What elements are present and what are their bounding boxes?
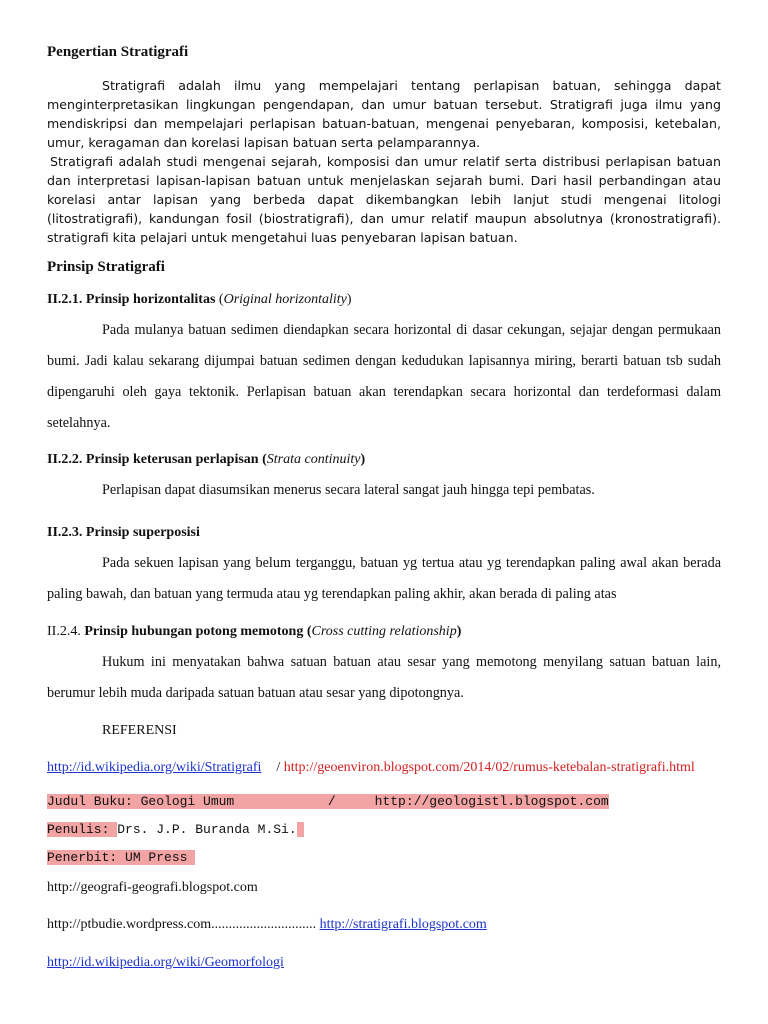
heading-prinsip: Prinsip Stratigrafi — [47, 259, 165, 275]
section-title-paren-close: ) — [360, 452, 366, 467]
paragraph-definition-2: Stratigrafi adalah studi mengenai sejarah, komposisi dan umur relatif serta distribusi perlapisan batuan dan interpretasi lapisan-lapisan batuan untuk menjelaskan sejarah bumi. Dari hasil perbandingan atau korelasi antar lapisan yang berbeda dapat dikembangkan lebih lanjut studi mengenai litologi (litostratigrafi), kandungan fosil (biostratigrafi), dan umur relatif maupun absolutnya (kronostratigrafi). stratigrafi kita pelajari untuk mengetahui luas penyebaran lapisan batuan. — [47, 154, 721, 245]
section-number: II.2.4. — [47, 624, 85, 639]
reference-line-geomorfologi — [47, 954, 284, 972]
section-title-paren-close: ) — [346, 292, 352, 307]
section-body-superposisi: Pada sekuen lapisan yang belum terganggu, batuan yg tertua atau yg terendapkan paling awal akan berada paling bawah, dan batuan yang termuda atau yg terendapkan paling akhir, akan berada di paling atas — [47, 555, 721, 602]
section-title-italic: Original horizontality — [223, 292, 347, 307]
section-body-horizontalitas: Pada mulanya batuan sedimen diendapkan secara horizontal di dasar cekungan, sejajar dengan permukaan bumi. Jadi kalau sekarang dijumpai batuan sedimen dengan kedudukan lapisannya miring, berarti batuan tsb sudah dipengaruhi oleh gaya tektonik. Perlapisan batuan akan terendapkan secara horizontal dan terdeformasi dalam setelahnya. — [47, 322, 721, 431]
reference-link-stratigrafi-blog[interactable]: http://stratigrafi.blogspot.com — [319, 917, 487, 932]
section-title-potong-memotong — [47, 624, 461, 640]
section-title-paren-close: ) — [456, 624, 462, 639]
section-title-superposisi: II.2.3. Prinsip superposisi — [47, 525, 200, 540]
section-title-italic: Strata continuity — [266, 452, 361, 467]
reference-dots: .............................. — [211, 917, 317, 932]
paragraph-definition-1: Stratigrafi adalah ilmu yang mempelajari tentang perlapisan batuan, sehingga dapat menginterpretasikan lingkungan pengendapan, dan umur batuan tersebut. Stratigrafi juga ilmu yang mendiskripsi dan mempelajari perlapisan batuan-batuan, mengenai penyebaran, komposisi, ketebalan, umur, keragaman dan korelasi lapisan batuan serta pelamparannya. — [47, 78, 721, 150]
author-label: Penulis: — [47, 822, 118, 837]
publisher-highlight: Penerbit: UM Press — [47, 850, 196, 865]
reference-line-ptbudie — [47, 916, 487, 934]
reference-author — [47, 822, 304, 838]
section-title-italic: Cross cutting relationship — [311, 624, 457, 639]
author-value: Drs. J.P. Buranda M.Si. — [117, 822, 297, 837]
book-title-highlight: Judul Buku: Geologi Umum / http://geologistl.blogspot.com — [47, 794, 609, 809]
heading-pengertian: Pengertian Stratigrafi — [47, 44, 189, 60]
section-body-keterusan: Perlapisan dapat diasumsikan menerus secara lateral sangat jauh hingga tepi pembatas. — [102, 482, 595, 498]
reference-line-1 — [47, 759, 695, 777]
section-title-text: Prinsip hubungan potong memotong ( — [84, 624, 312, 639]
reference-site-ptbudie: http://ptbudie.wordpress.com — [47, 917, 212, 932]
reference-link-wikipedia-stratigrafi[interactable]: http://id.wikipedia.org/wiki/Stratigrafi — [47, 760, 262, 775]
reference-publisher — [47, 850, 195, 866]
section-title-horizontalitas — [47, 292, 352, 308]
reference-site-geografi: http://geografi-geografi.blogspot.com — [47, 880, 258, 895]
author-end-highlight — [297, 822, 305, 837]
reference-link-geoenviron[interactable]: http://geoenviron.blogspot.com/2014/02/rumus-ketebalan-stratigrafi.html — [283, 760, 695, 775]
section-title-text: II.2.1. Prinsip horizontalitas — [47, 292, 216, 307]
reference-separator: / — [276, 760, 281, 775]
reference-book-title — [47, 794, 609, 810]
section-title-keterusan — [47, 452, 365, 468]
section-title-paren-open: ( — [215, 292, 224, 307]
section-title-text: II.2.2. Prinsip keterusan perlapisan ( — [47, 452, 267, 467]
section-body-potong-memotong: Hukum ini menyatakan bahwa satuan batuan atau sesar yang memotong menyilang satuan batuan lain, berumur lebih muda daripada satuan batuan atau sesar yang dipotongnya. — [47, 654, 721, 701]
reference-link-wikipedia-geomorfologi[interactable]: http://id.wikipedia.org/wiki/Geomorfologi — [47, 955, 284, 970]
references-heading: REFERENSI — [102, 723, 177, 738]
